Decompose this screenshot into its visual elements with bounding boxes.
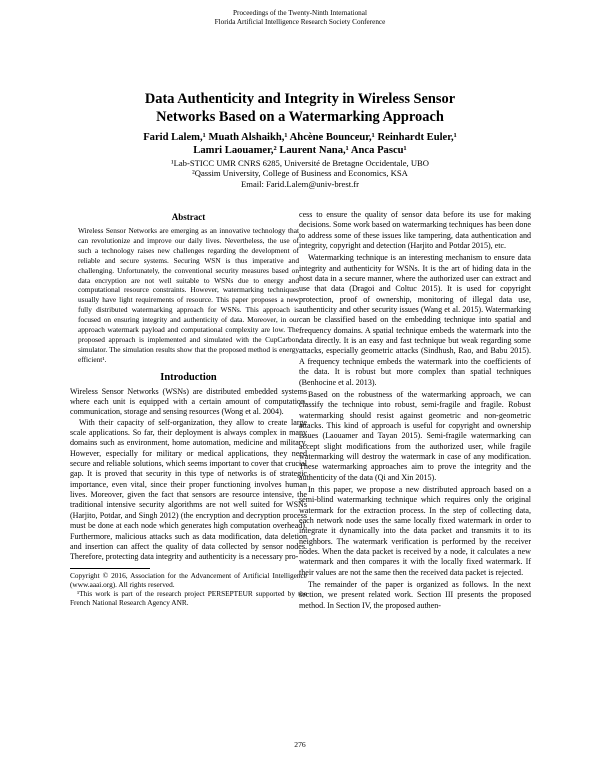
- affiliations: [60, 158, 540, 189]
- proceedings-line2: Florida Artificial Intelligence Research Society Conference: [214, 17, 386, 26]
- left-column: [70, 210, 307, 607]
- footnote-divider: [70, 568, 150, 569]
- title-line1: Data Authenticity and Integrity in Wireless Sensor: [144, 91, 456, 107]
- page-number: 276: [294, 740, 306, 749]
- paper-title: [60, 91, 540, 126]
- intro-paragraph-6: In this paper, we propose a new distributed approach based on a semi-blind watermarking technique which requires only the original watermark for the extraction process. In the step of collecting data, each network node uses the same locally fixed watermark in order to integrate it dynamically into the data packet and transmits it to its neighbors. The watermark verification is performed by the receiver nodes. When the data packet is received by a node, it calculates a new watermark and then compares it with the locally fixed watermark. If their values are not the same then the received data packet is rejected.: [299, 484, 531, 577]
- authors-line2: Lamri Laouamer,² Laurent Nana,¹ Anca Pascu¹: [193, 145, 407, 156]
- intro-paragraph-1: Wireless Sensor Networks (WSNs) are distributed embedded systems where each unit is equipped with a certain amount of computation, communication, storage and sensing resources (Wong et al. 2004).: [70, 386, 307, 417]
- author-email: Email: Farid.Lalem@univ-brest.fr: [241, 178, 359, 189]
- intro-paragraph-3: cess to ensure the quality of sensor data before its use for making decisions. Some work based on watermarking techniques has been done to address some of these issues like tampering, data authentication and integrity, copyright and detection (Harjito and Potdar 2015), etc.: [299, 210, 531, 251]
- abstract-heading: Abstract: [171, 212, 206, 222]
- proceedings-line1: Proceedings of the Twenty-Ninth International: [233, 9, 367, 17]
- title-line2: Networks Based on a Watermarking Approach: [156, 108, 444, 125]
- authors-line1: Farid Lalem,¹ Muath Alshaikh,¹ Ahcène Bounceur,¹ Reinhardt Euler,¹: [143, 132, 457, 143]
- introduction-heading: Introduction: [160, 371, 217, 383]
- intro-paragraph-4: Watermarking technique is an interesting mechanism to ensure data integrity and authenticity for WSNs. It is the art of hiding data in the host data in a secure manner, where the authorized user can extract and use that data (Dragoi and Coltuc 2015). It is used for copyright protection, proof of ownership, monitoring of illegal data use, authenticity and other security issues (Wang et al. 2015). Watermarking can be classified based on the embedding technique into spatial and frequency domains. A spatial technique embeds the watermark into the data directly. It is an easy and fast technique but weak regarding some attacks, especially geometric attacks (Sindhush, Rao, and Babu 2015). A frequency technique embeds the watermark into the coefficients of the data. It is robust but more complex than spatial techniques (Benhocine et al. 2013).: [299, 253, 531, 387]
- author-list: [60, 131, 540, 157]
- intro-paragraph-5: Based on the robustness of the watermarking approach, we can classify the technique into robust, semi-fragile and fragile. Robust watermarking should resist against geometric and non-geometric attacks. This kind of approach is useful for copyright and ownership issues (Laouamer and Tayan 2015). Semi-fragile watermarking can accept slight modifications from the authorized user, while fragile watermarking will destroy the watermark in case of any modification. These watermarking approaches aim to prove the integrity and the authenticity of the data (Qi and Xin 2015).: [299, 389, 531, 482]
- intro-paragraph-7: The remainder of the paper is organized as follows. In the next section, we present related work. Section III presents the proposed method. In Section IV, the proposed authen-: [299, 580, 531, 610]
- copyright-notice: Copyright © 2016, Association for the Advancement of Artificial Intelligence (www.aaai.org). All rights reserved.: [70, 570, 307, 589]
- abstract-text: Wireless Sensor Networks are emerging as an innovative technology that can revolutionize and improve our daily lives. Nevertheless, the use of such a technology raises new challenges regarding the development of reliable and secure systems. Securing WSN is thus imperative and challenging. Unfortunately, the conventional security measures based on data encryption are not well suitable to WSNs due to energy and computational resource constraints. However, watermarking techniques usually have light requirements of resource. This paper proposes a new fully distributed watermarking approach for WSNs. This approach is focused on ensuring integrity and authenticity of data. Moreover, in our approach watermark payload and computational complexity are low. The proposed approach is implemented and simulated with the CupCarbon simulator. The simulation results show that the proposed method is energy efficient¹.: [78, 226, 299, 364]
- right-column: [299, 210, 531, 611]
- footnote-1: ¹This work is part of the research project PERSEPTEUR supported by the French National Research Agency ANR.: [70, 588, 307, 608]
- affiliation-2: ²Qassim University, College of Business and Economics, KSA: [192, 168, 408, 179]
- intro-paragraph-2: With their capacity of self-organization, they allow to create large scale applications. So far, their deployment is always complex in many domains such as environment, home automation, medicine and military. However, especially for military or medical applications, they need secure and reliable solutions, which seems important to cover that crucial gap. It is proved that security in this type of networks is of strategic importance, even vital, since their proper functioning involves human lives. Moreover, given the fact that sensors are resource intensive, the traditional intensive security algorithms are not well suited for WSNs (Harjito, Potdar, and Singh 2012) (the encryption and decryption process must be done at each node which generates high computation overhead). Furthermore, malicious attacks such as data modification, data deletion and insertion can affect the quality of data collected by sensor nodes. Therefore, protecting data integrity and authenticity is a necessary pro-: [70, 417, 307, 562]
- proceedings-header: [0, 9, 600, 26]
- affiliation-1: ¹Lab-STICC UMR CNRS 6285, Université de Bretagne Occidentale, UBO: [171, 158, 429, 168]
